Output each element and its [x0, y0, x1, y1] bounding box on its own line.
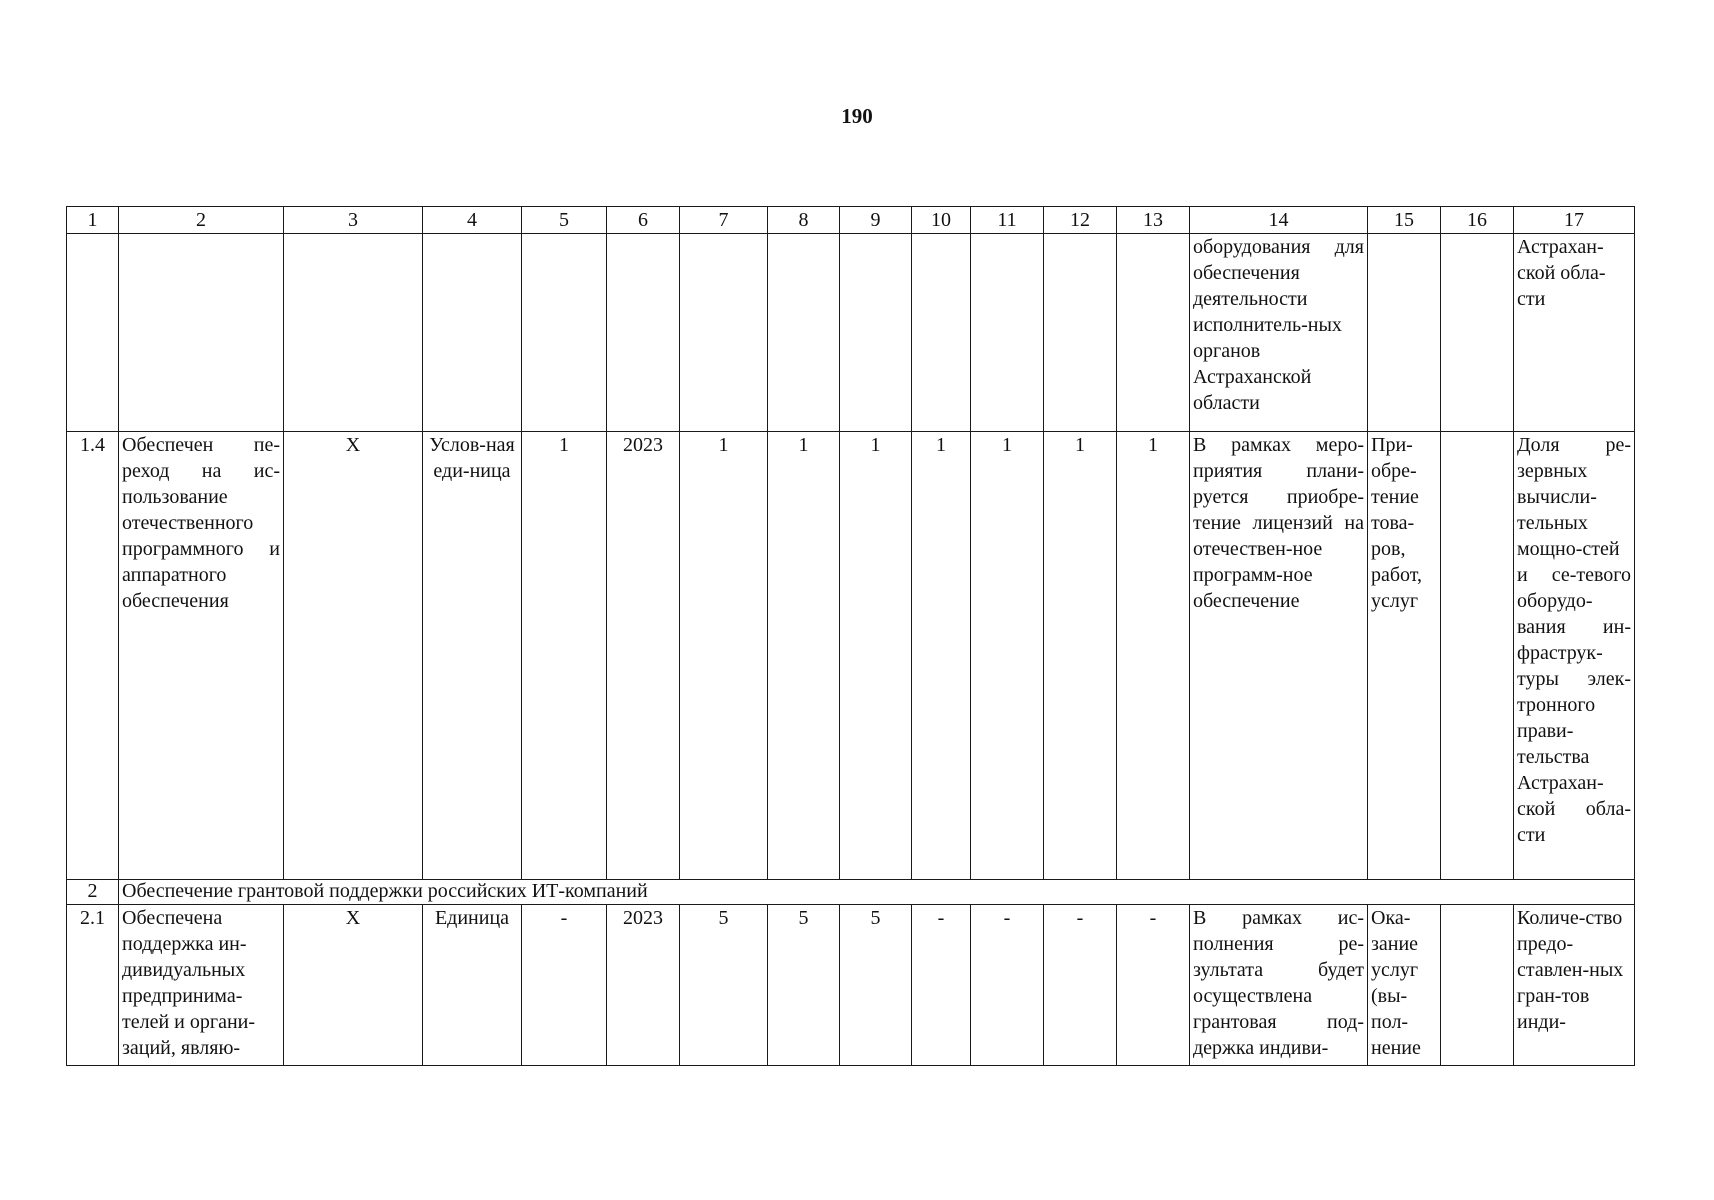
column-number: 3: [284, 207, 423, 234]
table-cell: 1: [680, 432, 768, 880]
table-cell: 1: [1044, 432, 1117, 880]
table-cell: [522, 234, 607, 432]
type-cell: Ока-зание услуг (вы-пол-нение: [1368, 905, 1441, 1066]
table-cell: -: [1044, 905, 1117, 1066]
column-number: 11: [971, 207, 1044, 234]
table-cell: [1117, 234, 1190, 432]
indicator-cell: Доля ре-зервных вычисли-тельных мощно-стей и се-тевого оборудо-вания ин-фраструк-туры элек-тронного прави-тельства Астрахан-ской обла-сти: [1514, 432, 1635, 880]
column-number: 7: [680, 207, 768, 234]
table-cell: [768, 234, 840, 432]
table-cell: [423, 234, 522, 432]
year-cell: 2023: [607, 432, 680, 880]
table-row: [67, 234, 1635, 432]
column-number: 9: [840, 207, 912, 234]
column-number: 6: [607, 207, 680, 234]
column-number: 10: [912, 207, 971, 234]
column-number: 12: [1044, 207, 1117, 234]
table-cell: X: [284, 905, 423, 1066]
column-number: 15: [1368, 207, 1441, 234]
column-number: 16: [1441, 207, 1514, 234]
column-number: 13: [1117, 207, 1190, 234]
column-number: 1: [67, 207, 119, 234]
table-cell: [284, 234, 423, 432]
table-cell: [1044, 234, 1117, 432]
table-cell: [971, 234, 1044, 432]
indicator-cell: Количе-ство предо-ставлен-ных гран-тов инди-: [1514, 905, 1635, 1066]
table-cell: [1368, 234, 1441, 432]
table-cell: оборудования для обеспечения деятельности исполнитель-ных органов Астраханской области: [1190, 234, 1368, 432]
section-number: 2: [67, 880, 119, 905]
column-number: 4: [423, 207, 522, 234]
table-cell: [67, 234, 119, 432]
table-cell: -: [912, 905, 971, 1066]
table-cell: [1441, 234, 1514, 432]
table-cell: Астрахан-ской обла-сти: [1514, 234, 1635, 432]
table-cell: -: [971, 905, 1044, 1066]
table-cell: 1: [522, 432, 607, 880]
table-cell: 5: [680, 905, 768, 1066]
result-name: Обеспечен пе-реход на ис-пользование отечественного программного и аппаратного обеспечения: [119, 432, 284, 880]
table-cell: [119, 234, 284, 432]
unit-cell: Услов-ная еди-ница: [423, 432, 522, 880]
unit-cell: Единица: [423, 905, 522, 1066]
table-cell: [912, 234, 971, 432]
table-cell: 5: [768, 905, 840, 1066]
column-number: 2: [119, 207, 284, 234]
table-cell: 1: [1117, 432, 1190, 880]
table-cell: -: [1117, 905, 1190, 1066]
results-table: [66, 206, 1635, 1066]
table-cell: [840, 234, 912, 432]
table-cell: X: [284, 432, 423, 880]
row-number: 1.4: [67, 432, 119, 880]
table-cell: 1: [912, 432, 971, 880]
column-number: 5: [522, 207, 607, 234]
table-cell: [680, 234, 768, 432]
table-cell: -: [522, 905, 607, 1066]
column-number: 17: [1514, 207, 1635, 234]
table-row: [67, 432, 1635, 880]
table-cell: 5: [840, 905, 912, 1066]
section-title: Обеспечение грантовой поддержки российских ИТ-компаний: [119, 880, 1635, 905]
column-number-row: [67, 207, 1635, 234]
result-name: Обеспечена поддержка ин-дивидуальных предпринима-телей и органи-заций, являю-: [119, 905, 284, 1066]
year-cell: 2023: [607, 905, 680, 1066]
type-cell: При-обре-тение това-ров, работ, услуг: [1368, 432, 1441, 880]
column-number: 8: [768, 207, 840, 234]
table-row: [67, 905, 1635, 1066]
row-number: 2.1: [67, 905, 119, 1066]
table-cell: 1: [840, 432, 912, 880]
description-cell: В рамках меро-приятия плани-руется приобре-тение лицензий на отечествен-ное программ-ное обеспечение: [1190, 432, 1368, 880]
section-row: [67, 880, 1635, 905]
table-cell: [607, 234, 680, 432]
page-number: 190: [841, 104, 873, 128]
column-number: 14: [1190, 207, 1368, 234]
table-cell: [1441, 905, 1514, 1066]
table-cell: 1: [971, 432, 1044, 880]
description-cell: В рамках ис-полнения ре-зультата будет осуществлена грантовая под-держка индиви-: [1190, 905, 1368, 1066]
table-cell: 1: [768, 432, 840, 880]
table-cell: [1441, 432, 1514, 880]
